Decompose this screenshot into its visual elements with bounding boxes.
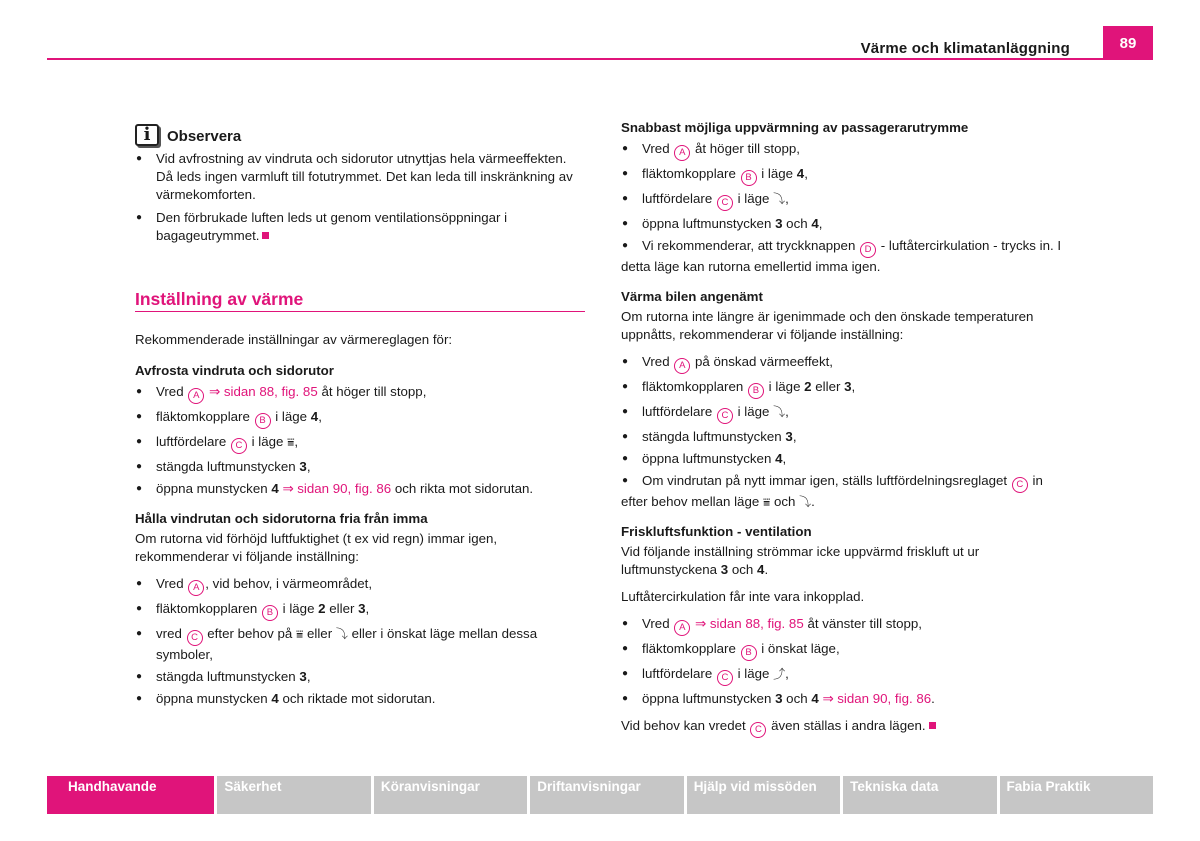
list-item: ● luftfördelare C i läge ⤵, xyxy=(621,190,1071,211)
tab-fabia-praktik[interactable]: Fabia Praktik xyxy=(1000,776,1153,814)
fresh-air-outro: Vid behov kan vredet C även ställas i andra lägen. xyxy=(621,717,1071,738)
fresh-air-title: Friskluftsfunktion - ventilation xyxy=(621,524,812,539)
control-c-icon: C xyxy=(717,408,733,424)
warm-title: Värma bilen angenämt xyxy=(621,289,763,304)
tab-tekniska-data[interactable]: Tekniska data xyxy=(843,776,996,814)
chapter-title: Värme och klimatanläggning xyxy=(860,40,1070,57)
tab-sakerhet[interactable]: Säkerhet xyxy=(217,776,370,814)
tab-hjalp-vid-missoden[interactable]: Hjälp vid missöden xyxy=(687,776,840,814)
list-item: ● luftfördelare C i läge ⩸, xyxy=(135,433,585,454)
list-item: ● fläktomkopplare B i läge 4, xyxy=(135,408,585,429)
tab-handhavande[interactable]: Handhavande xyxy=(47,776,214,814)
end-of-section-icon xyxy=(262,232,269,239)
list-item: ● stängda luftmunstycken 3, xyxy=(135,668,585,686)
control-b-icon: B xyxy=(255,413,271,429)
list-item: ● Vred A åt höger till stopp, xyxy=(621,140,1071,161)
list-item: ● fläktomkopplare B i önskat läge, xyxy=(621,640,1071,661)
left-column xyxy=(135,124,585,708)
heating-section-title: Inställning av värme xyxy=(135,290,585,312)
list-item: ● Vi rekommenderar, att tryckknappen D - luftåtercirkulation - trycks in. I detta läge kan rutorna emellertid imma igen. xyxy=(621,237,1071,276)
header-rule xyxy=(47,58,1153,60)
control-c-icon: C xyxy=(750,722,766,738)
control-d-icon: D xyxy=(860,242,876,258)
control-a-icon: A xyxy=(674,145,690,161)
list-item: ● stängda luftmunstycken 3, xyxy=(135,458,585,476)
list-item: ● öppna luftmunstycken 4, xyxy=(621,450,1071,468)
list-item: ● fläktomkopplare B i läge 4, xyxy=(621,165,1071,186)
note-bullet-2: ● Den förbrukade luften leds ut genom ventilationsöppningar i bagageutrymmet. xyxy=(135,209,585,245)
control-c-icon: C xyxy=(717,670,733,686)
note-bullet-1: ● Vid avfrostning av vindruta och sidorutor utnyttjas hela värmeeffekten. Då leds ingen varmluft till fotutrymmet. Det kan leda till inskränkning av värmekomforten. xyxy=(135,150,585,204)
windscreen-defrost-icon: ⩸ xyxy=(287,435,295,449)
list-item: ● Om vindrutan på nytt immar igen, ställs luftfördelningsreglaget C in efter behov mellan läge ⩸ och ⤵. xyxy=(621,472,1071,511)
list-item: ● fläktomkopplaren B i läge 2 eller 3, xyxy=(135,600,585,621)
control-c-icon: C xyxy=(187,630,203,646)
list-item: ● stängda luftmunstycken 3, xyxy=(621,428,1071,446)
control-b-icon: B xyxy=(741,645,757,661)
warm-text: Om rutorna inte längre är igenimmade och den önskade temperaturen uppnåtts, rekommenderar vi följande inställning: xyxy=(621,309,1034,342)
page-link[interactable]: ⇒ sidan 88, fig. 85 xyxy=(695,616,804,631)
defrost-title: Avfrosta vindruta och sidorutor xyxy=(135,363,334,378)
footer-tabs xyxy=(47,776,1153,814)
end-of-section-icon xyxy=(929,722,936,729)
control-a-icon: A xyxy=(188,388,204,404)
page-number: 89 xyxy=(1103,26,1153,60)
control-a-icon: A xyxy=(674,358,690,374)
page-link[interactable]: ⇒ sidan 88, fig. 85 xyxy=(209,384,318,399)
control-c-icon: C xyxy=(717,195,733,211)
control-b-icon: B xyxy=(262,605,278,621)
right-column xyxy=(621,119,1071,738)
footwell-icon: ⤵ xyxy=(773,405,786,419)
note-header xyxy=(135,124,585,146)
control-a-icon: A xyxy=(674,620,690,636)
control-c-icon: C xyxy=(1012,477,1028,493)
list-item: ● öppna luftmunstycken 3 och 4 ⇒ sidan 90, fig. 86. xyxy=(621,690,1071,708)
footwell-icon: ⤵ xyxy=(335,627,348,641)
recirc-note: Luftåtercirkulation får inte vara inkopplad. xyxy=(621,589,865,604)
tab-driftanvisningar[interactable]: Driftanvisningar xyxy=(530,776,683,814)
list-item: ● vred C efter behov på ⩸ eller ⤵ eller i önskat läge mellan dessa symboler, xyxy=(135,625,585,664)
fast-heat-title: Snabbast möjliga uppvärmning av passagerarutrymme xyxy=(621,120,969,135)
page-link[interactable]: ⇒ sidan 90, fig. 86 xyxy=(822,691,932,706)
fog-text: Om rutorna vid förhöjd luftfuktighet (t ex vid regn) immar igen, rekommenderar vi följande inställning: xyxy=(135,531,498,564)
face-vent-icon: ⤴ xyxy=(773,667,786,681)
control-b-icon: B xyxy=(748,383,764,399)
list-item: ● luftfördelare C i läge ⤴, xyxy=(621,665,1071,686)
footwell-icon: ⤵ xyxy=(773,192,786,206)
control-b-icon: B xyxy=(741,170,757,186)
page-link[interactable]: ⇒ sidan 90, fig. 86 xyxy=(282,481,392,496)
tab-koranvisningar[interactable]: Köranvisningar xyxy=(374,776,527,814)
heating-intro: Rekommenderade inställningar av värmereglagen för: xyxy=(135,332,453,347)
control-a-icon: A xyxy=(188,580,204,596)
windscreen-defrost-icon: ⩸ xyxy=(296,627,304,641)
list-item: ● fläktomkopplaren B i läge 2 eller 3, xyxy=(621,378,1071,399)
list-item: ● Vred A ⇒ sidan 88, fig. 85 åt vänster till stopp, xyxy=(621,615,1071,636)
info-icon: i xyxy=(135,124,159,146)
footwell-icon: ⤵ xyxy=(799,495,812,509)
list-item: ● öppna luftmunstycken 3 och 4, xyxy=(621,215,1071,233)
fog-title: Hålla vindrutan och sidorutorna fria från imma xyxy=(135,511,428,526)
fresh-air-text: Vid följande inställning strömmar icke uppvärmd friskluft ut ur luftmunstyckena 3 och 4. xyxy=(621,544,980,577)
list-item: ● luftfördelare C i läge ⤵, xyxy=(621,403,1071,424)
list-item: ● öppna munstycken 4 och riktade mot sidorutan. xyxy=(135,690,585,708)
list-item: ● Vred A ⇒ sidan 88, fig. 85 åt höger till stopp, xyxy=(135,383,585,404)
control-c-icon: C xyxy=(231,438,247,454)
list-item: ● öppna munstycken 4 ⇒ sidan 90, fig. 86 och rikta mot sidorutan. xyxy=(135,480,585,498)
windscreen-defrost-icon: ⩸ xyxy=(762,495,771,509)
note-title: Observera xyxy=(167,128,242,145)
list-item: ● Vred A , vid behov, i värmeområdet, xyxy=(135,575,585,596)
list-item: ● Vred A på önskad värmeeffekt, xyxy=(621,353,1071,374)
